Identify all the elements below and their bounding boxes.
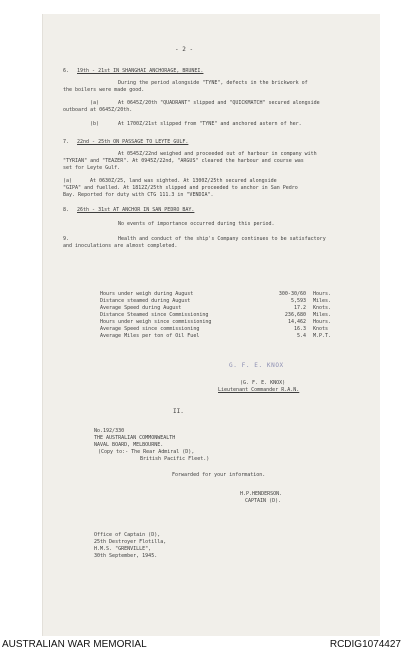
section-6-line-1: During the period alongside "TYNE", defects in the brickwork of	[118, 80, 308, 86]
section-6-line-2: the boilers were made good.	[63, 87, 145, 93]
section-9-number: 9.	[63, 236, 70, 242]
section-8-number: 8.	[63, 207, 70, 213]
section-8-heading: 26th - 31st AT ANCHOR IN SAN PEDRO BAY.	[77, 207, 195, 213]
signatory-rank: Lieutenant Commander R.A.N.	[218, 387, 300, 393]
stat-unit: Hours.	[313, 291, 332, 297]
section-roman-numeral: II.	[173, 408, 184, 415]
memo-addressee-line-1: THE AUSTRALIAN COMMONWEALTH	[94, 435, 176, 441]
stat-label: Hours under weigh during August	[100, 291, 194, 297]
stat-value: 5.4	[296, 333, 306, 339]
section-7-a-label: (a)	[63, 178, 73, 184]
archive-record-id: RCDIG1074427	[329, 639, 401, 650]
stat-label: Average Miles per ton of Oil Fuel	[100, 333, 200, 339]
archive-footer	[0, 636, 405, 653]
stat-value: 5,593	[290, 298, 306, 304]
stat-unit: M.P.T.	[313, 333, 332, 339]
memo-signer-name: H.P.HENDERSON.	[240, 491, 283, 497]
stat-label: Average Speed during August	[100, 305, 182, 311]
stat-label: Distance Steamed since Commissioning	[100, 312, 209, 318]
section-6-heading: 19th - 21st IN SHANGHAI ANCHORAGE, BRUNEI.	[77, 68, 204, 74]
stat-unit: Knots	[313, 326, 329, 332]
memo-signer-role: CAPTAIN (D).	[245, 498, 282, 504]
section-6-a-line-1: At 0645Z/20th "QUADRANT" slipped and "QUICKMATCH" secured alongside	[118, 100, 320, 106]
section-6-b-label: (b)	[90, 121, 100, 127]
section-8-line-1: No events of importance occurred during this period.	[118, 221, 275, 227]
page-number: - 2 -	[175, 46, 194, 53]
memo-origin-line-2: 25th Destroyer Flotilla,	[94, 539, 167, 545]
stat-unit: Knots.	[313, 305, 332, 311]
section-7-line-1: At 0545Z/22nd weighed and proceeded out of harbour in company with	[118, 151, 317, 157]
section-7-heading: 22nd - 25th ON PASSAGE TO LEYTE GULF.	[77, 139, 189, 145]
stat-value: 14,462	[287, 319, 306, 325]
section-6-a-line-2: outboard at 0645Z/20th.	[63, 107, 133, 113]
section-7-a-line-2: "GIPA" and fuelled. At 1812Z/25th slipped and proceeded to anchor in San Pedro	[63, 185, 298, 191]
stat-label: Distance steamed during August	[100, 298, 191, 304]
section-6-number: 6.	[63, 68, 70, 74]
section-7-line-3: set for Leyte Gulf.	[63, 165, 121, 171]
section-6-a-label: (a)	[90, 100, 100, 106]
signatory-name: (G. F. E. KNOX)	[240, 380, 286, 386]
stat-unit: Miles.	[313, 298, 332, 304]
section-9-line-1: Health and conduct of the ship's Company continues to be satisfactory	[118, 236, 326, 242]
memo-origin-line-4: 30th September, 1945.	[94, 553, 158, 559]
stat-unit: Hours.	[313, 319, 332, 325]
section-7-number: 7.	[63, 139, 70, 145]
memo-origin-line-1: Office of Captain (D),	[94, 532, 161, 538]
memo-copy-line-1: (Copy to:- The Rear Admiral (D),	[98, 449, 195, 455]
section-9-line-2: and inoculations are almost completed.	[63, 243, 178, 249]
memo-reference: No.192/330	[94, 428, 125, 434]
section-6-b-line-1: At 1700Z/21st slipped from "TYNE" and anchored astern of her.	[118, 121, 302, 127]
memo-copy-line-2: British Pacific Fleet.)	[140, 456, 210, 462]
stat-value: 236,680	[284, 312, 306, 318]
memo-addressee-line-2: NAVAL BOARD, MELBOURNE.	[94, 442, 164, 448]
stat-label: Average Speed since commissioning	[100, 326, 200, 332]
section-7-a-line-1: At 0630Z/25, land was sighted. At 1300Z/25th secured alongside	[90, 178, 277, 184]
archive-name: AUSTRALIAN WAR MEMORIAL	[2, 639, 147, 650]
section-7-a-line-3: Bay. Reported for duty with CTG 111.3 in "VENDIA".	[63, 192, 214, 198]
stat-unit: Miles.	[313, 312, 332, 318]
stat-value: 300-30/60	[278, 291, 306, 297]
memo-origin-line-3: H.M.S. "GRENVILLE",	[94, 546, 152, 552]
stat-label: Hours under weigh since commissioning	[100, 319, 212, 325]
memo-forwarding-note: Forwarded for your information.	[172, 472, 266, 478]
stat-value: 17.2	[293, 305, 306, 311]
stat-value: 16.3	[293, 326, 306, 332]
name-stamp: G. F. E. KNOX	[229, 362, 284, 369]
section-7-line-2: "TYRIAN" and "TEAZER". At 0945Z/22nd, "ARGUS" cleared the harbour and course was	[63, 158, 304, 164]
